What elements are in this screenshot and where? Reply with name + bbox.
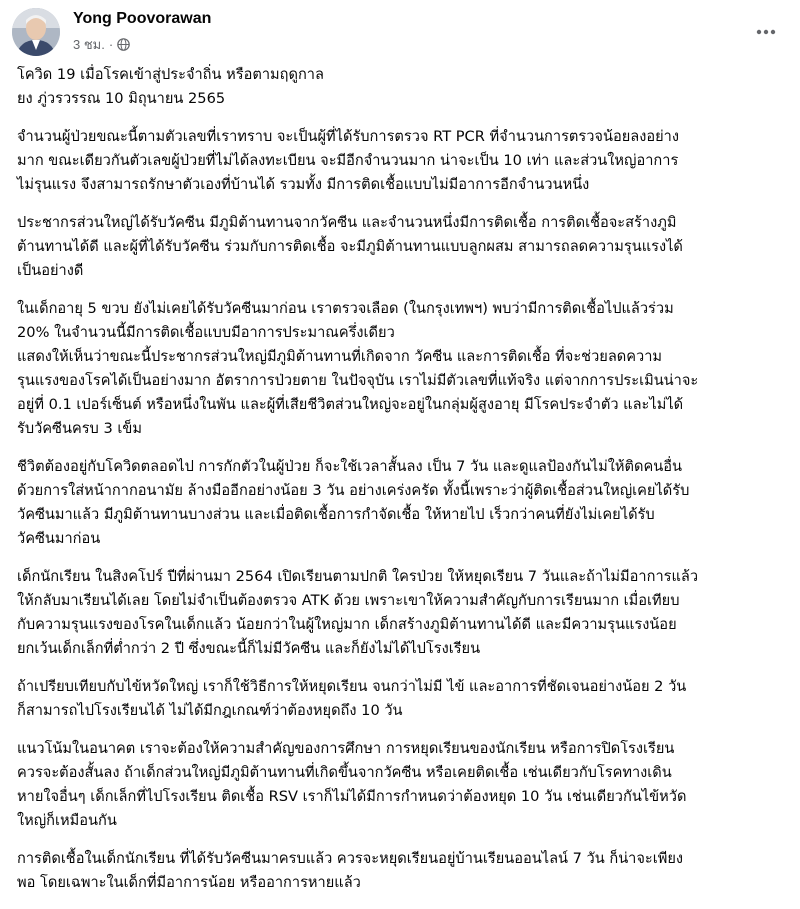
post-paragraph (17, 565, 785, 661)
paragraph-line: ถ้าเปรียบเทียบกับไข้หวัดใหญ่ เราก็ใช้วิธีการให้หยุดเรียน จนกว่าไม่มี ไข้ และอาการที่ชัดเจนอย่างน้อย 2 วัน (17, 678, 687, 695)
paragraph-line: การติดเชื้อในเด็กนักเรียน ที่ได้รับวัคซีนมาครบแล้ว ควรจะหยุดเรียนอยู่บ้านเรียนออนไลน์ 7 วัน ก็น่าจะเพียง (17, 850, 684, 867)
post-paragraph (17, 847, 785, 895)
post-timestamp[interactable]: 3 ชม. (73, 37, 105, 52)
paragraph-line: เด็กนักเรียน ในสิงคโปร์ ปีที่ผ่านมา 2564 เปิดเรียนตามปกติ ใครป่วย ให้หยุดเรียน 7 วันและถ้าไม่มีอาการแล้ว (17, 568, 699, 585)
paragraph-line: ประชากรส่วนใหญ่ได้รับวัคซีน มีภูมิต้านทานจากวัคซีน และจำนวนหนึ่งมีการติดเชื้อ การติดเชื้อจะสร้างภูมิ (17, 214, 677, 231)
paragraph-line: มาก ขณะเดียวกันตัวเลขผู้ป่วยที่ไม่ได้ลงทะเบียน จะมีอีกจำนวนมาก น่าจะเป็น 10 เท่า และส่วนใหญ่อาการ (17, 152, 679, 169)
paragraph-line: ไม่รุนแรง จึงสามารถรักษาตัวเองที่บ้านได้ รวมทั้ง มีการติดเชื้อแบบไม่มีอาการอีกจำนวนหนึ่ง (17, 176, 590, 193)
meta-separator: · (108, 37, 114, 52)
more-dots-icon (756, 29, 776, 35)
post-title: โควิด 19 เมื่อโรคเข้าสู่ประจำถิ่น หรือตามฤดูกาล (17, 66, 324, 83)
author-avatar[interactable] (12, 8, 60, 56)
post-paragraph (17, 211, 785, 283)
post-paragraph (17, 675, 785, 723)
author-name[interactable]: Yong Poovorawan (73, 10, 212, 27)
paragraph-line: ใหญ่ก็เหมือนกัน (17, 812, 117, 829)
post-paragraph (17, 125, 785, 197)
paragraph-line: รุนแรงของโรคได้เป็นอย่างมาก อัตราการป่วยตาย ในปัจจุบัน เราไม่มีตัวเลขที่แท้จริง แต่จากการประเมินน่าจะ (17, 372, 699, 389)
post-body (17, 63, 785, 909)
paragraph-line: ยกเว้นเด็กเล็กที่ต่ำกว่า 2 ปี ซึ่งขณะนี้ก็ไม่มีวัคซีน และก็ยังไม่ได้ไปโรงเรียน (17, 640, 481, 657)
paragraph-line: เป็นอย่างดี (17, 262, 84, 279)
paragraph-line: จำนวนผู้ป่วยขณะนี้ตามตัวเลขที่เราทราบ จะเป็นผู้ที่ได้รับการตรวจ RT PCR ที่จำนวนการตรวจน้อยลงอย่าง (17, 128, 679, 145)
post-meta (73, 34, 130, 55)
paragraph-line: ชีวิตต้องอยู่กับโควิดตลอดไป การกักตัวในผู้ป่วย ก็จะใช้เวลาสั้นลง เป็น 7 วัน และดูแลป้องกันไม่ให้ติดคนอื่น (17, 458, 682, 475)
globe-icon (117, 38, 130, 51)
paragraph-line: วัคซีนมาแล้ว มีภูมิต้านทานบางส่วน และเมื่อติดเชื้อการกำจัดเชื้อ ให้หายไป เร็วกว่าคนที่ยังไม่เคยได้รับ (17, 506, 655, 523)
more-options-button[interactable] (748, 14, 784, 50)
post-heading (17, 63, 785, 111)
paragraph-line: ให้กลับมาเรียนได้เลย โดยไม่จำเป็นต้องตรวจ ATK ด้วย เพราะเขาให้ความสำคัญกับการเรียนมาก เมื่อเทียบ (17, 592, 680, 609)
post-paragraph (17, 455, 785, 551)
paragraph-line: ในเด็กอายุ 5 ขวบ ยังไม่เคยได้รับวัคซีนมาก่อน เราตรวจเลือด (ในกรุงเทพฯ) พบว่ามีการติดเชื้อไปแล้วร่วม (17, 300, 674, 317)
post-byline: ยง ภู่วรวรรณ 10 มิถุนายน 2565 (17, 90, 226, 107)
paragraph-line: ก็สามารถไปโรงเรียนได้ ไม่ได้มีกฎเกณฑ์ว่าต้องหยุดถึง 10 วัน (17, 702, 403, 719)
paragraph-line: ด้วยการใส่หน้ากากอนามัย ล้างมืออีกอย่างน้อย 3 วัน อย่างเคร่งครัด ทั้งนี้เพราะว่าผู้ติดเชื้อส่วนใหญ่เคยได้รับ (17, 482, 690, 499)
post-paragraph (17, 297, 785, 441)
paragraph-line: 20% ในจำนวนนี้มีการติดเชื้อแบบมีอาการประมาณครึ่งเดียว (17, 324, 395, 341)
post-paragraph (17, 737, 785, 833)
paragraph-line: อยู่ที่ 0.1 เปอร์เซ็นต์ หรือหนึ่งในพัน และผู้ที่เสียชีวิตส่วนใหญ่จะอยู่ในกลุ่มผู้สูงอายุ มีโรคประจำตัว และไม่ได้ (17, 396, 684, 413)
paragraph-line: วัคซีนมาก่อน (17, 530, 101, 547)
paragraph-line: ควรจะต้องสั้นลง ถ้าเด็กส่วนใหญ่มีภูมิต้านทานที่เกิดขึ้นจากวัคซีน หรือเคยติดเชื้อ เช่นเดียวกับโรคทางเดิน (17, 764, 672, 781)
paragraph-line: กับความรุนแรงของโรคในเด็กแล้ว น้อยกว่าในผู้ใหญ่มาก เด็กสร้างภูมิต้านทานได้ดี และมีความรุนแรงน้อย (17, 616, 677, 633)
paragraph-line: ต้านทานได้ดี และผู้ที่ได้รับวัคซีน ร่วมกับการติดเชื้อ จะมีภูมิต้านทานแบบลูกผสม สามารถลดความรุนแรงได้ (17, 238, 683, 255)
paragraph-line: แนวโน้มในอนาคต เราจะต้องให้ความสำคัญของการศึกษา การหยุดเรียนของนักเรียน หรือการปิดโรงเรียน (17, 740, 675, 757)
paragraph-line: แสดงให้เห็นว่าขณะนี้ประชากรส่วนใหญ่มีภูมิต้านทานที่เกิดจาก วัคซีน และการติดเชื้อ ที่จะช่วยลดความ (17, 348, 663, 365)
paragraph-line: รับวัคซีนครบ 3 เข็ม (17, 420, 142, 437)
paragraph-line: หายใจอื่นๆ เด็กเล็กที่ไปโรงเรียน ติดเชื้อ RSV เราก็ไม่ได้มีการกำหนดว่าต้องหยุด 10 วัน เช่นเดียวกันไข้หวัด (17, 788, 687, 805)
post-header (12, 8, 788, 58)
paragraph-line: พอ โดยเฉพาะในเด็กที่มีอาการน้อย หรืออาการหายแล้ว (17, 874, 361, 891)
